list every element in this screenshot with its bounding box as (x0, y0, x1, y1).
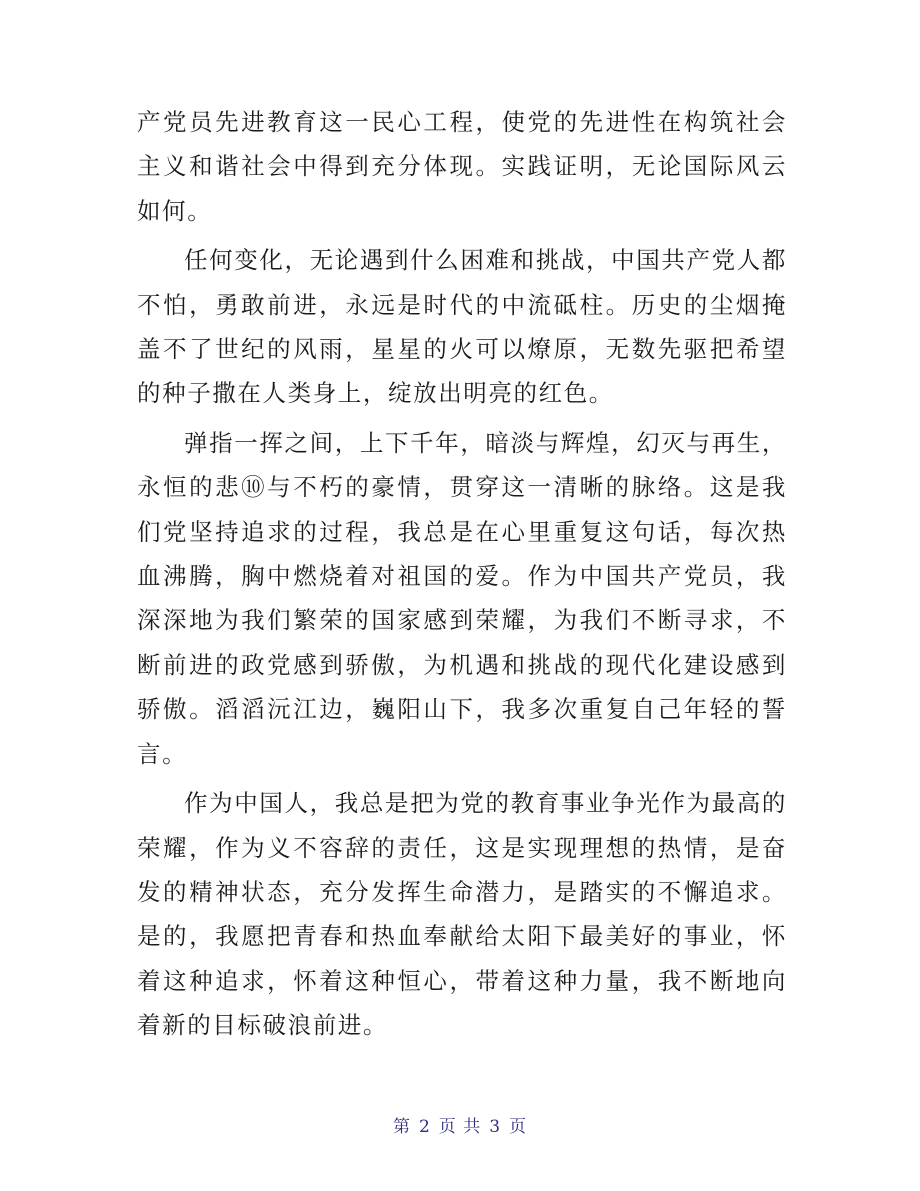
document-body (137, 100, 787, 1048)
paragraph-2: 任何变化，无论遇到什么困难和挑战，中国共产党人都不怕，勇敢前进，永远是时代的中流砥柱。历史的尘烟掩盖不了世纪的风雨，星星的火可以燎原，无数先驱把希望的种子撒在人类身上，绽放出明亮的红色。 (137, 246, 787, 408)
footer-middle: 页 共 (438, 1117, 482, 1137)
paragraph-4: 作为中国人，我总是把为党的教育事业争光作为最高的荣耀，作为义不容辞的责任，这是实现理想的热情，是奋发的精神状态，充分发挥生命潜力，是踏实的不懈追求。是的，我愿把青春和热血奉献给太阳下最美好的事业，怀着这种追求，怀着这种恒心，带着这种力量，我不断地向着新的目标破浪前进。 (137, 789, 787, 1040)
footer-total-pages: 3 (489, 1117, 502, 1137)
paragraph-3: 弹指一挥之间，上下千年，暗淡与辉煌，幻灭与再生，永恒的悲⑩与不朽的豪情，贯穿这一清晰的脉络。这是我们党坚持追求的过程，我总是在心里重复这句话，每次热血沸腾，胸中燃烧着对祖国的爱。作为中国共产党员，我深深地为我们繁荣的国家感到荣耀，为我们不断寻求，不断前进的政党感到骄傲，为机遇和挑战的现代化建设感到骄傲。滔滔沅江边，巍阳山下，我多次重复自己年轻的誓言。 (137, 428, 787, 768)
footer-suffix: 页 (509, 1117, 528, 1137)
page-number-footer (0, 1112, 920, 1137)
paragraph-1: 产党员先进教育这一民心工程，使党的先进性在构筑社会主义和谐社会中得到充分体现。实践证明，无论国际风云如何。 (137, 108, 787, 225)
footer-prefix: 第 (392, 1117, 411, 1137)
footer-current-page: 2 (418, 1117, 431, 1137)
